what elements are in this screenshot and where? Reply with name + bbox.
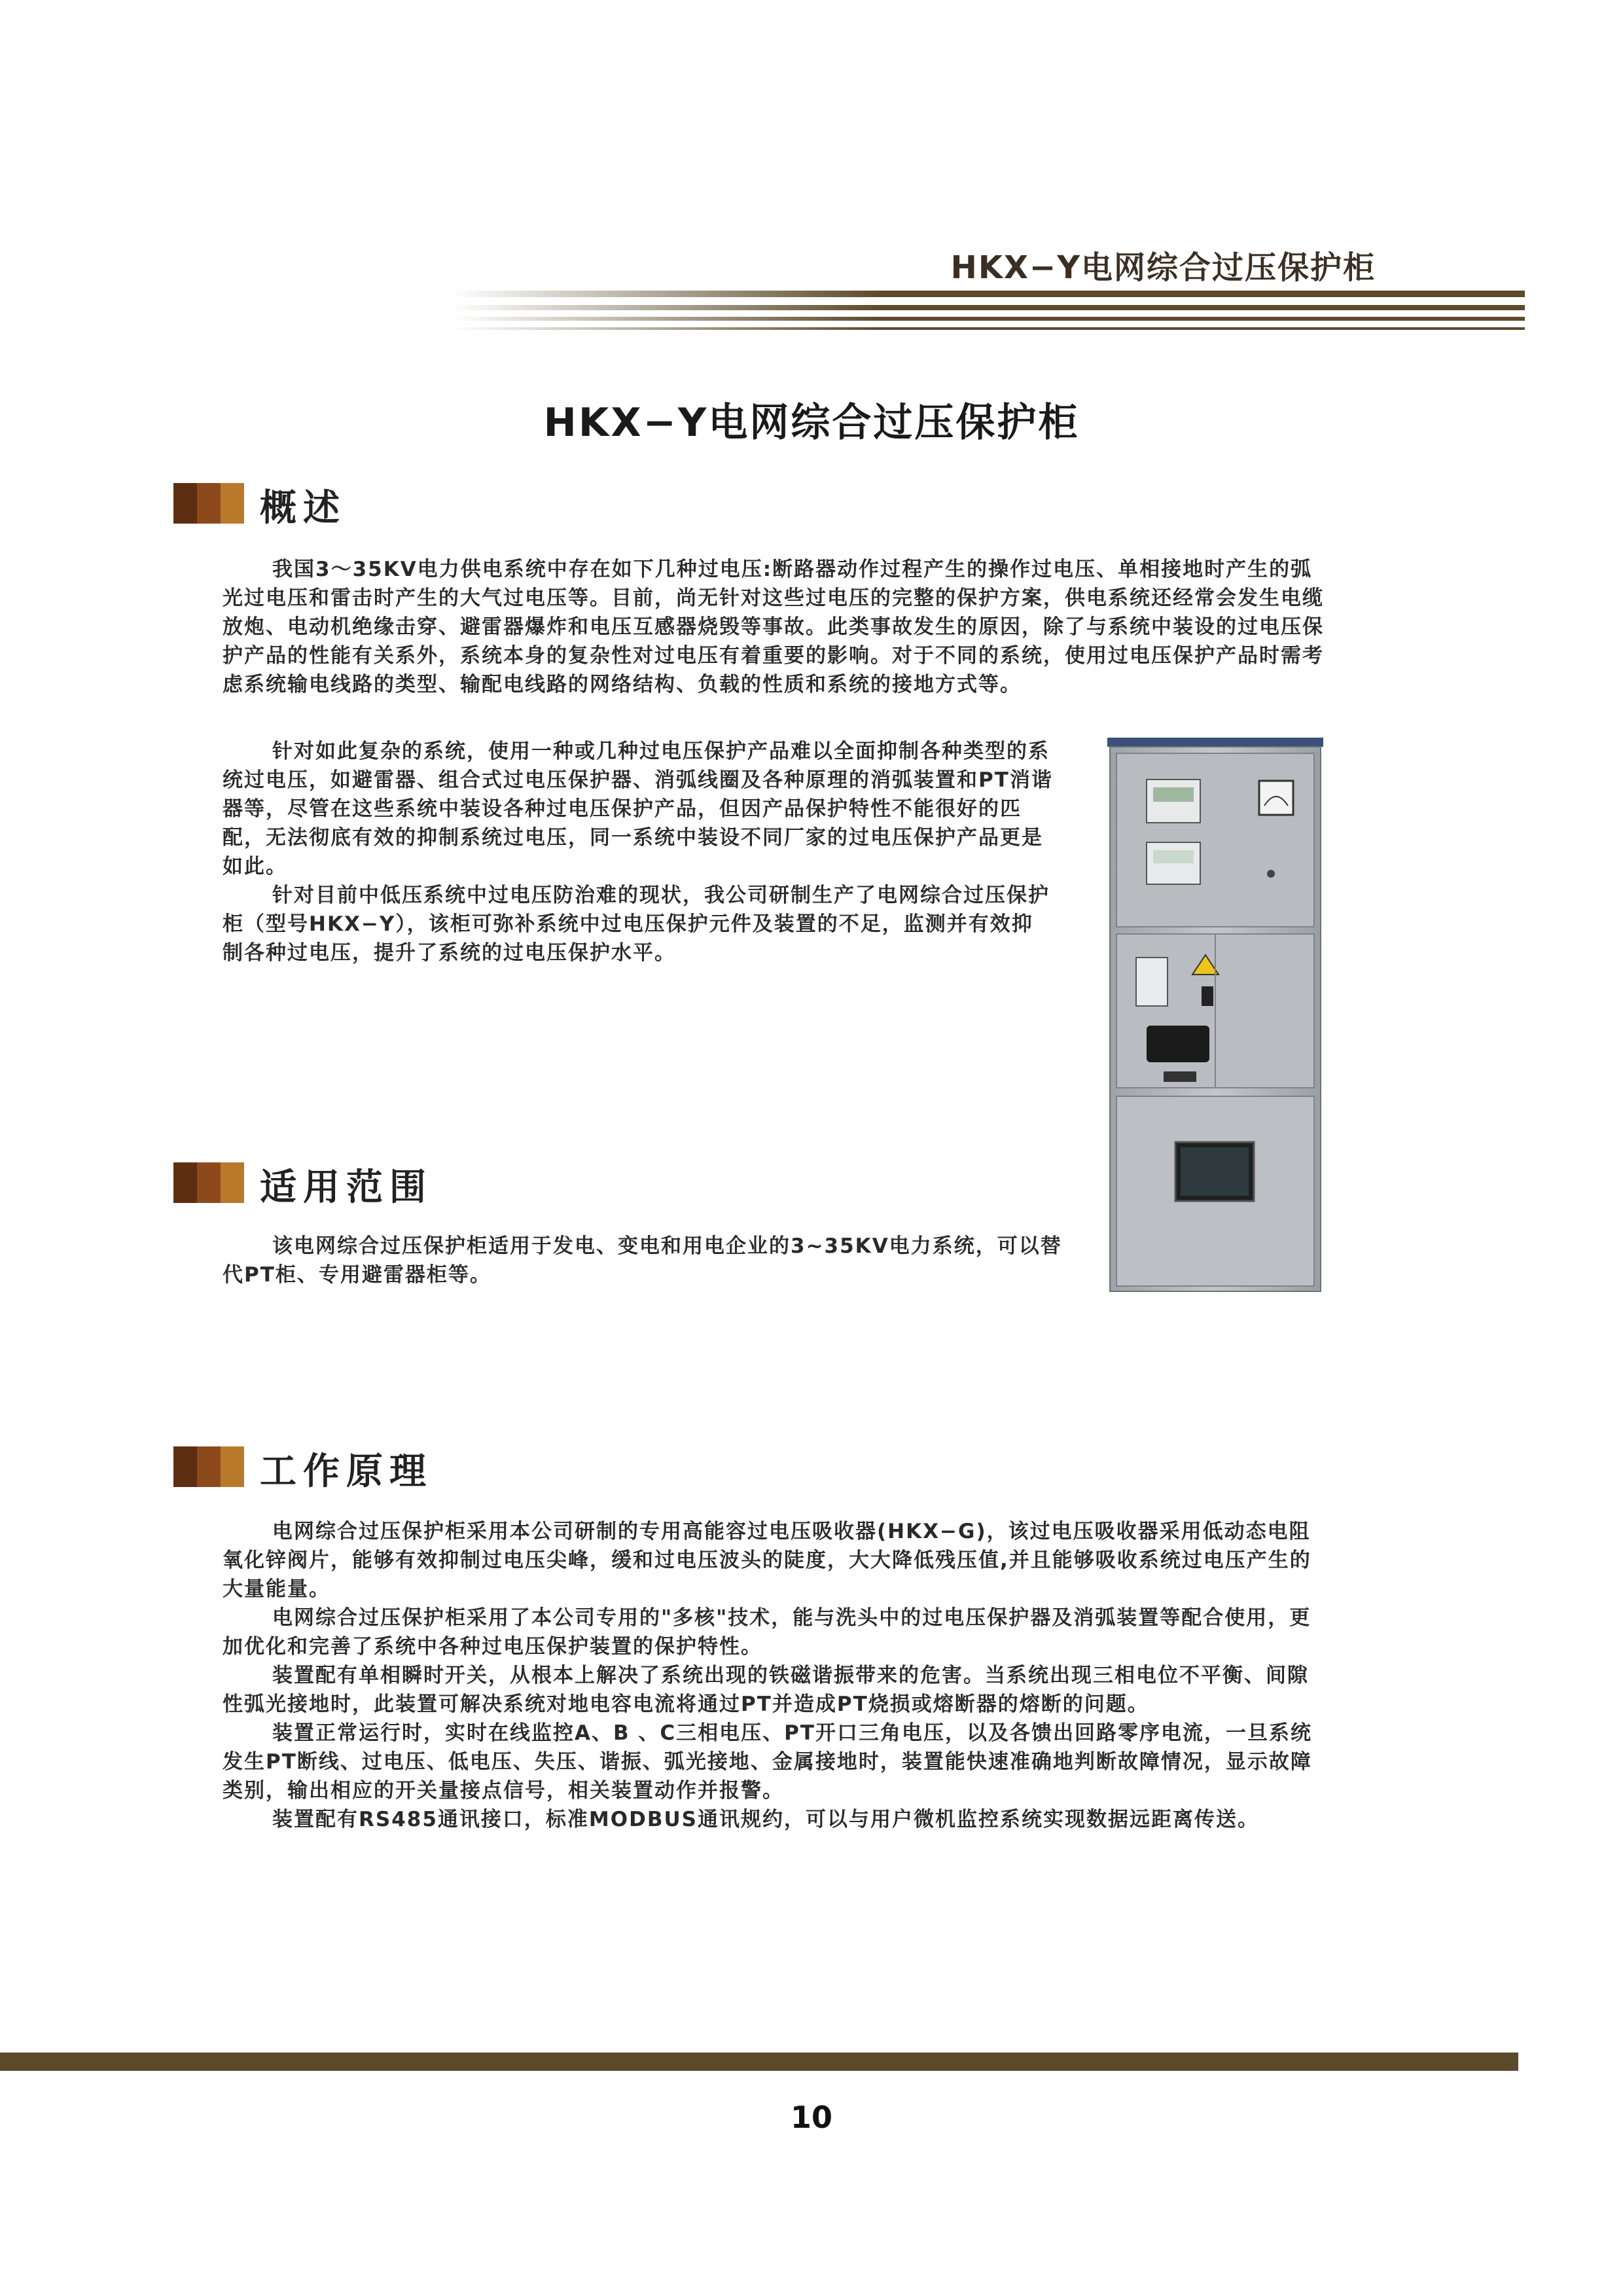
- heading-block-icon: [173, 1446, 197, 1487]
- header-rule-4: [452, 327, 1525, 330]
- heading-block-icon: [173, 1162, 197, 1203]
- cabinet-photo: [1107, 738, 1323, 1294]
- section-heading-scope: [173, 1156, 762, 1209]
- header-rule-2: [452, 305, 1525, 310]
- cabinet-illustration: [1107, 738, 1323, 1294]
- heading-block-icon: [221, 1162, 244, 1203]
- header-rule-3: [452, 317, 1525, 321]
- header-title: HKX−Y电网综合过压保护柜: [950, 249, 1376, 286]
- heading-block-icon: [197, 1446, 221, 1487]
- paragraph-text: 我国3～35KV电力供电系统中存在如下几种过电压:断路器动作过程产生的操作过电压、单相接地时产生的弧光过电压和雷击时产生的大气过电压等。目前，尚无针对这些过电压的完整的保护方案，供电系统还经常会发生电缆放炮、电动机绝缘击穿、避雷器爆炸和电压互感器烧毁等事故。此类事故发生的原因，除了与系统中装设的过电压保护产品的性能有关系外，系统本身的复杂性对过电压有着重要的影响。对于不同的系统，使用过电压保护产品时需考虑系统输电线路的类型、输配电线路的网络结构、负载的性质和系统的接地方式等。: [223, 558, 1324, 696]
- heading-block-icon: [197, 483, 221, 524]
- overview-paragraph-1: [223, 555, 1329, 699]
- scope-paragraph: [223, 1232, 1067, 1289]
- footer-bar: [0, 2053, 1518, 2071]
- page-number: 10: [790, 2100, 832, 2135]
- heading-block-icon: [221, 483, 244, 524]
- principle-paragraphs: [223, 1517, 1329, 1834]
- section-heading-principle: [173, 1440, 762, 1493]
- paragraph-text: 电网综合过压保护柜采用了本公司专用的"多核"技术，能与洗头中的过电压保护器及消弧装置等配合使用，更加优化和完善了系统中各种过电压保护装置的保护特性。: [223, 1606, 1311, 1659]
- paragraph-text: 装置配有RS485通讯接口，标准MODBUS通讯规约，可以与用户微机监控系统实现数据远距离传送。: [272, 1808, 1259, 1831]
- heading-block-icon: [173, 483, 197, 524]
- heading-block-icon: [197, 1162, 221, 1203]
- paragraph-text: 装置正常运行时，实时在线监控A、B 、C三相电压、PT开口三角电压，以及各馈出回路零序电流，一旦系统发生PT断线、过电压、低电压、失压、谐振、弧光接地、金属接地时，装置能快速准确地判断故障情况，显示故障类别，输出相应的开关量接点信号，相关装置动作并报警。: [223, 1721, 1313, 1803]
- paragraph-text: 针对如此复杂的系统，使用一种或几种过电压保护产品难以全面抑制各种类型的系统过电压，如避雷器、组合式过电压保护器、消弧线圈及各种原理的消弧装置和PT消谐器等，尽管在这些系统中装设各种过电压保护产品，但因产品保护特性不能很好的匹配，无法彻底有效的抑制系统过电压，同一系统中装设不同厂家的过电压保护产品更是如此。: [223, 740, 1053, 878]
- section-title: 概述: [260, 487, 346, 529]
- section-heading-overview: [173, 476, 632, 529]
- overview-paragraphs-2-3: [223, 737, 1054, 967]
- paragraph-text: 针对目前中低压系统中过电压防治难的现状，我公司研制生产了电网综合过压保护柜（型号HKX−Y），该柜可弥补系统中过电压保护元件及装置的不足，监测并有效抑制各种过电压，提升了系统的过电压保护水平。: [223, 884, 1050, 965]
- section-title: 适用范围: [260, 1166, 433, 1209]
- heading-block-icon: [221, 1446, 244, 1487]
- paragraph-text: 电网综合过压保护柜采用本公司研制的专用高能容过电压吸收器(HKX−G)，该过电压吸收器采用低动态电阻氧化锌阀片，能够有效抑制过电压尖峰，缓和过电压波头的陡度，大大降低残压值,并且能够吸收系统过电压产生的大量能量。: [223, 1520, 1311, 1601]
- paragraph-text: 装置配有单相瞬时开关，从根本上解决了系统出现的铁磁谐振带来的危害。当系统出现三相电位不平衡、间隙性弧光接地时，此装置可解决系统对地电容电流将通过PT并造成PT烧损或熔断器的熔断的问题。: [223, 1664, 1309, 1716]
- document-title: HKX−Y电网综合过压保护柜: [543, 400, 1080, 446]
- paragraph-text: 该电网综合过压保护柜适用于发电、变电和用电企业的3~35KV电力系统，可以替代PT柜、专用避雷器柜等。: [223, 1234, 1062, 1287]
- section-title: 工作原理: [260, 1450, 433, 1493]
- header-rule-1: [452, 291, 1525, 297]
